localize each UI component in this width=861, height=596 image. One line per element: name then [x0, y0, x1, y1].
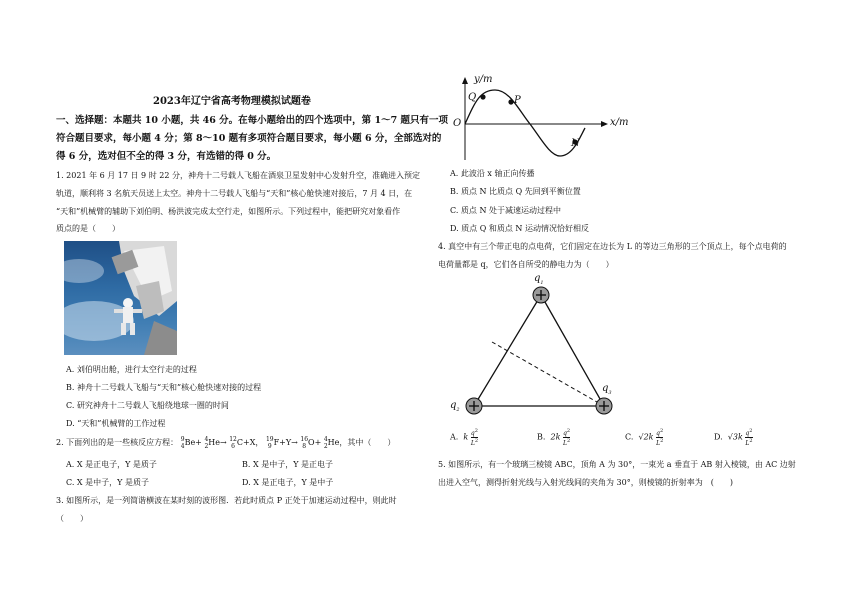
q4-option-a: A. k $\frac{q^2}{L^2}$ [450, 428, 478, 447]
section1-line3: 得 6 分，选对但不全的得 3 分，有选错的得 0 分。 [56, 151, 277, 162]
q1-line1: 1. 2021 年 6 月 17 日 9 时 22 分，神舟十二号载人飞船在酒泉卫星发射中心发射升空，准确进入预定 [56, 171, 420, 180]
q3-option-b: B. 质点 N 比质点 Q 先回到平衡位置 [450, 187, 581, 196]
q2-option-c: C. X 是中子，Y 是质子 [66, 478, 149, 487]
x-arrow [601, 121, 608, 127]
q5-line2: 出进入空气，测得折射光线与入射光线间的夹角为 30°，则棱镜的折射率为 ( ) [438, 478, 733, 487]
he-nuclide: 4 2 [204, 436, 209, 450]
section1-line2: 符合题目要求，每小题 4 分；第 8～10 题有多项符合题目要求，每小题 6 分，全部选对的 [56, 133, 442, 144]
q4-line1: 4. 真空中有三个带正电的点电荷，它们固定在边长为 L 的等边三角形的三个顶点上，每个点电荷的 [438, 242, 787, 251]
label-q2: $q_2$ [450, 400, 460, 413]
section1-line1: 一、选择题：本题共 10 小题，共 46 分。在每小题给出的四个选项中，第 1～7 题只有一项 [56, 115, 449, 126]
y-arrow [462, 77, 468, 84]
q2-stem: 2. 下面列出的是一些核反应方程： 9 4 Be+ 4 2 He→ 12 6 C+X， 19 9 F+Y→ 16 8 O+ 4 2 He，其中（ ） [56, 436, 396, 450]
be-nuclide: 9 4 [180, 436, 185, 450]
charge-triangle [455, 282, 655, 422]
q4-option-d: D. √3k $\frac{q^2}{L^2}$ [714, 428, 753, 447]
q1-option-b: B. 神舟十二号载人飞船与“天和”核心舱快速对接的过程 [66, 383, 262, 392]
f-nuclide: 19 9 [265, 436, 274, 450]
page-title: 2023年辽宁省高考物理模拟试题卷 [153, 96, 311, 107]
graph-origin: O [453, 118, 462, 129]
c-nuclide: 12 6 [229, 436, 237, 450]
point-p [508, 99, 513, 104]
q4-option-b: B. 2k $\frac{q^2}{L^2}$ [537, 428, 571, 447]
q5-line1: 5. 如图所示，有一个玻璃三棱镜 ABC，顶角 A 为 30°，一束光 a 垂直于 AB 射入棱镜，由 AC 边射 [438, 460, 796, 469]
label-q: Q [468, 92, 477, 103]
label-q1: $q_1$ [534, 273, 544, 286]
graph-ylabel: y/m [474, 74, 493, 85]
q1-line3: “天和”机械臂的辅助下刘伯明、杨洪波完成太空行走，如图所示。下列过程中，能把研究对象看作 [56, 207, 401, 216]
q2-option-a: A. X 是正电子，Y 是质子 [66, 460, 157, 469]
q3-option-a: A. 此波沿 x 轴正向传播 [450, 169, 535, 178]
graph-xlabel: x/m [610, 117, 629, 128]
charge-q3 [596, 398, 612, 414]
q4-option-c: C. √2k $\frac{q^2}{L^2}$ [625, 428, 664, 447]
q4-line2: 电荷量都是 q，它们各自所受的静电力为（ ） [438, 260, 614, 269]
wave-curve [465, 90, 585, 156]
charge-q1 [533, 287, 549, 303]
q1-option-d: D. “天和”机械臂的工作过程 [66, 419, 166, 428]
q1-option-a: A. 刘伯明出舱，进行太空行走的过程 [66, 365, 197, 374]
q2-option-b: B. X 是中子，Y 是正电子 [242, 460, 334, 469]
q3-option-c: C. 质点 N 处于减速运动过程中 [450, 206, 562, 215]
charge-q2 [466, 398, 482, 414]
spacewalk-photo [64, 241, 177, 355]
q2-stem-start: 2. 下面列出的是一些核反应方程： [56, 438, 179, 447]
q1-line4: 质点的是（ ） [56, 224, 120, 233]
label-p: P [514, 95, 521, 106]
dashed-line [492, 342, 604, 406]
q1-option-c: C. 研究神舟十二号载人飞船绕地球一圈的时间 [66, 401, 229, 410]
q3-line1: 3. 如图所示，是一列简谐横波在某时刻的波形图．若此时质点 P 正处于加速运动过程中，则此时 [56, 496, 397, 505]
he2-nuclide: 4 2 [323, 436, 328, 450]
q1-line2: 轨道，顺利将 3 名航天员送上太空。神舟十二号载人飞船与“天和”核心舱快速对接后，7 月 4 日，在 [56, 189, 413, 198]
label-q3: $q_3$ [602, 383, 612, 396]
q2-option-d: D. X 是正电子，Y 是中子 [242, 478, 334, 487]
point-q [480, 94, 485, 99]
q3-line2: （ ） [56, 514, 88, 523]
triangle-right-side [541, 295, 604, 406]
q3-option-d: D. 质点 Q 和质点 N 运动情况恰好相反 [450, 224, 589, 233]
label-n: N [571, 138, 580, 149]
o-nuclide: 16 8 [300, 436, 309, 450]
q2-stem-end: He，其中（ ） [327, 438, 396, 447]
